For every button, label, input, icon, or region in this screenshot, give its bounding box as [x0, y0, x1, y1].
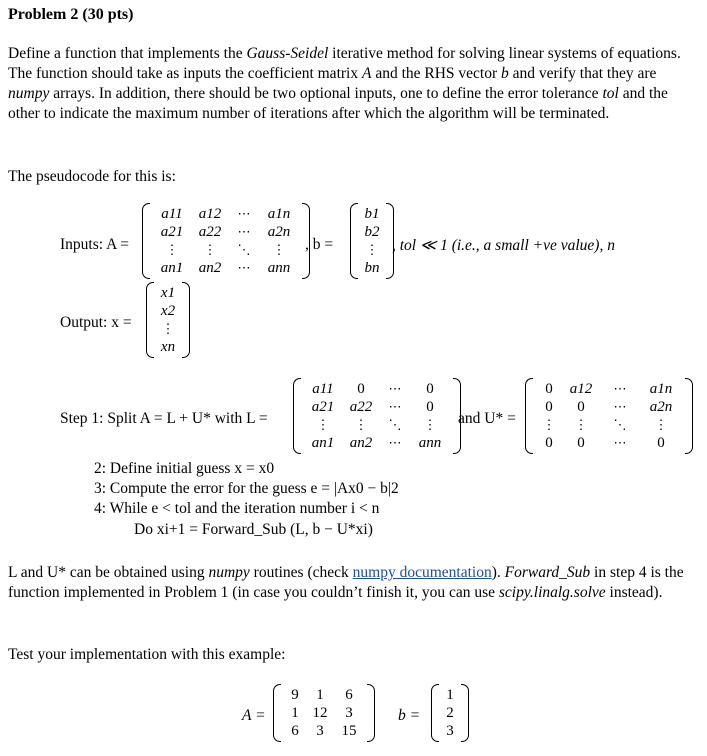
- matrix-cell: ⋱: [237, 242, 251, 257]
- matrix-cell: b1: [364, 206, 380, 222]
- matrix-cell: ⋮: [542, 417, 556, 432]
- matrix-cell: 9: [291, 687, 299, 703]
- matrix-cell: ann: [267, 260, 291, 276]
- matrix-cell: ⋮: [423, 417, 437, 432]
- matrix-cell: 0: [577, 399, 585, 415]
- intro-text: iterative method for solving linear systems of equations. The function should take as inputs the coefficient matrix: [8, 45, 681, 82]
- intro-text: arrays. In addition, there should be two optional inputs, one to define the error tolerance: [49, 85, 603, 102]
- matrix-cell: ⋮: [654, 417, 668, 432]
- numpy-word: numpy: [8, 85, 50, 102]
- output-label: Output: x =: [60, 314, 132, 331]
- var-b: b: [501, 65, 509, 82]
- numpy-word: numpy: [208, 564, 250, 581]
- matrix-cell: 0: [577, 435, 585, 451]
- intro-text: and the other to indicate the maximum number of iterations after which the algorithm will be terminated.: [8, 85, 668, 122]
- matrix-cell: an2: [349, 435, 373, 451]
- matrix-cell: ⋯: [237, 224, 251, 239]
- step3: 3: Compute the error for the guess e = |Ax0 − b|2: [94, 480, 399, 497]
- matrix-cell: 0: [545, 399, 553, 415]
- matrix-cell: 1: [316, 687, 324, 703]
- matrix-cell: 3: [446, 723, 454, 739]
- matrix-cell: 0: [545, 435, 553, 451]
- matrix-cell: ⋯: [613, 399, 627, 414]
- tol-text: , tol ≪ 1 (i.e., a small +ve value), n: [392, 237, 615, 254]
- matrix-cell: ⋯: [388, 399, 402, 414]
- matrix-cell: 12: [312, 705, 328, 721]
- numpy-documentation-link[interactable]: numpy documentation: [352, 564, 492, 581]
- matrix-cell: ⋮: [574, 417, 588, 432]
- matrix-cell: x2: [160, 303, 176, 319]
- matrix-cell: ann: [418, 435, 442, 451]
- matrix-cell: ⋮: [365, 242, 379, 257]
- matrix-cell: 3: [316, 723, 324, 739]
- problem-title: Problem 2 (30 pts): [8, 6, 134, 23]
- note-text: instead).: [605, 584, 663, 601]
- matrix-L: [293, 378, 461, 454]
- matrix-cell: a21: [311, 399, 335, 415]
- matrix-cell: b2: [364, 224, 380, 240]
- matrix-cell: 0: [426, 381, 434, 397]
- example-b-label: b =: [398, 707, 421, 724]
- matrix-cell: bn: [364, 260, 380, 276]
- matrix-cell: an1: [160, 260, 184, 276]
- matrix-cell: ⋯: [388, 435, 402, 450]
- matrix-cell: a2n: [267, 224, 291, 240]
- intro-paragraph: [8, 44, 698, 124]
- matrix-cell: 0: [357, 381, 365, 397]
- vector-b-general: [350, 203, 394, 279]
- matrix-cell: ⋮: [161, 321, 175, 336]
- vector-x-general: [146, 282, 190, 358]
- matrix-cell: a1n: [649, 381, 673, 397]
- scipy-solve-name: scipy.linalg.solve: [498, 584, 606, 601]
- pseudocode-label: The pseudocode for this is:: [8, 168, 176, 185]
- note-text: routines (check: [249, 564, 353, 581]
- matrix-cell: a22: [349, 399, 373, 415]
- matrix-cell: 1: [446, 687, 454, 703]
- matrix-cell: a1n: [267, 206, 291, 222]
- note-text: ).: [491, 564, 505, 581]
- matrix-cell: a2n: [649, 399, 673, 415]
- b-label: , b =: [305, 236, 334, 253]
- matrix-cell: 6: [291, 723, 299, 739]
- matrix-cell: an1: [311, 435, 335, 451]
- matrix-cell: an2: [198, 260, 222, 276]
- matrix-cell: a11: [312, 381, 334, 397]
- step4: 4: While e < tol and the iteration number i < n: [94, 500, 380, 517]
- matrix-cell: 3: [345, 705, 353, 721]
- matrix-cell: xn: [160, 339, 176, 355]
- matrix-cell: ⋮: [272, 242, 286, 257]
- var-A: A: [361, 65, 372, 82]
- forward-sub-name: Forward_Sub: [504, 564, 591, 581]
- matrix-cell: ⋮: [316, 417, 330, 432]
- intro-text: and the RHS vector: [371, 65, 502, 82]
- note-text: L and U* can be obtained using: [8, 564, 209, 581]
- method-name: Gauss-Seidel: [246, 45, 329, 62]
- matrix-cell: ⋮: [354, 417, 368, 432]
- matrix-cell: a21: [160, 224, 184, 240]
- test-label: Test your implementation with this example:: [8, 646, 286, 663]
- matrix-cell: 1: [291, 705, 299, 721]
- matrix-cell: 0: [426, 399, 434, 415]
- example-matrix-A: [273, 684, 375, 742]
- note-text: in step 4 is the function implemented in Problem 1 (in case you couldn’t finish it, you can use: [8, 564, 684, 601]
- matrix-cell: ⋱: [613, 417, 627, 432]
- matrix-cell: a22: [198, 224, 222, 240]
- step1-label: Step 1: Split A = L + U* with L =: [60, 410, 268, 427]
- inputs-label: Inputs: A =: [60, 236, 130, 253]
- matrix-cell: ⋱: [388, 417, 402, 432]
- and-U-label: and U* =: [458, 410, 516, 427]
- matrix-A-general: [142, 203, 310, 279]
- example-vector-b: [431, 684, 469, 742]
- matrix-cell: ⋮: [203, 242, 217, 257]
- matrix-cell: 15: [341, 723, 357, 739]
- example-A-label: A =: [242, 707, 266, 724]
- matrix-cell: ⋯: [613, 435, 627, 450]
- matrix-cell: ⋯: [237, 260, 251, 275]
- matrix-cell: ⋯: [613, 381, 627, 396]
- matrix-cell: 2: [446, 705, 454, 721]
- note-paragraph: [8, 563, 698, 603]
- matrix-cell: 0: [657, 435, 665, 451]
- step4-do: Do xi+1 = Forward_Sub (L, b − U*xi): [134, 521, 373, 538]
- matrix-cell: a12: [198, 206, 222, 222]
- matrix-cell: a11: [161, 206, 183, 222]
- step2: 2: Define initial guess x = x0: [94, 460, 275, 477]
- matrix-cell: 0: [545, 381, 553, 397]
- matrix-U: [525, 378, 693, 454]
- var-tol: tol: [602, 85, 619, 102]
- matrix-cell: 6: [345, 687, 353, 703]
- intro-text: and verify that they are: [508, 65, 657, 82]
- matrix-cell: x1: [160, 285, 176, 301]
- matrix-cell: ⋯: [388, 381, 402, 396]
- matrix-cell: a12: [569, 381, 593, 397]
- intro-text: Define a function that implements the: [8, 45, 247, 62]
- matrix-cell: ⋮: [165, 242, 179, 257]
- matrix-cell: ⋯: [237, 206, 251, 221]
